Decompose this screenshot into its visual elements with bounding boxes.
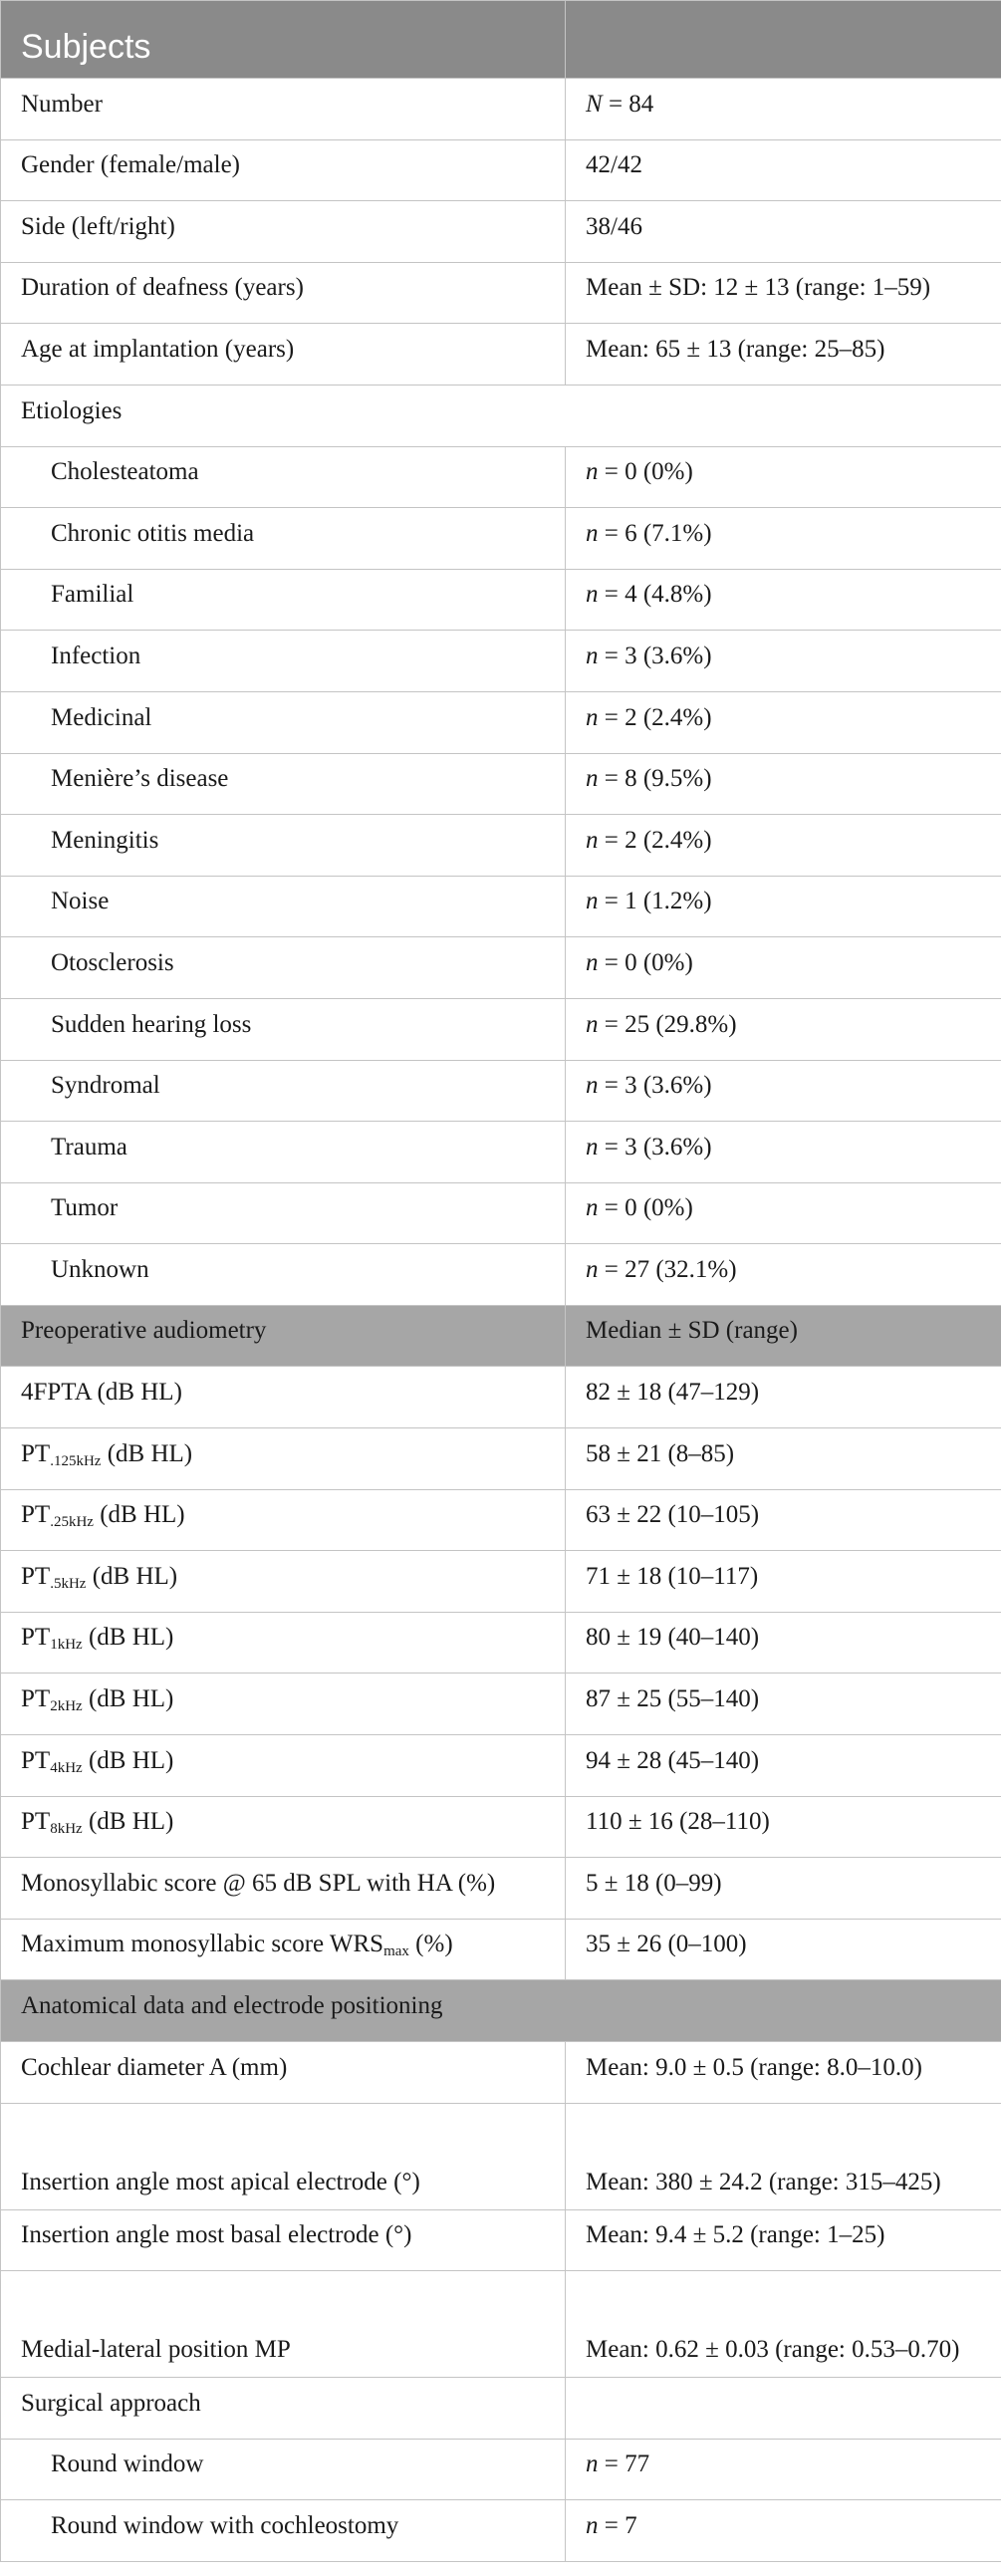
anatomy-section-row — [1, 1980, 1001, 2042]
row-value: 58 ± 21 (8–85) — [566, 1428, 1001, 1490]
n-symbol: n — [586, 703, 599, 731]
row-label: Round window — [1, 2439, 566, 2500]
row-value: 87 ± 25 (55–140) — [566, 1674, 1001, 1735]
table-row — [1, 139, 1001, 201]
value-text: = 0 (0%) — [598, 458, 693, 486]
row-value — [566, 1182, 1001, 1244]
row-label — [1, 1796, 566, 1858]
n-symbol: n — [586, 1072, 599, 1100]
row-label: Insertion angle most basal electrode (°) — [1, 2209, 566, 2271]
label-subscript: max — [383, 1943, 409, 1960]
row-value: Mean: 9.4 ± 5.2 (range: 1–25) — [566, 2209, 1001, 2271]
row-value: 35 ± 26 (0–100) — [566, 1919, 1001, 1980]
row-value: Mean: 380 ± 24.2 (range: 315–425) — [566, 2103, 1001, 2209]
row-value — [566, 446, 1001, 508]
label-prefix: PT — [21, 1624, 51, 1652]
row-label: Age at implantation (years) — [1, 324, 566, 386]
label-unit: (dB HL) — [93, 1501, 185, 1529]
etiologies-heading: Etiologies — [1, 385, 1001, 446]
row-value: Mean: 9.0 ± 0.5 (range: 8.0–10.0) — [566, 2042, 1001, 2104]
row-label: Infection — [1, 631, 566, 692]
n-symbol: n — [586, 2450, 599, 2478]
row-value — [566, 2378, 1001, 2440]
table-row — [1, 1919, 1001, 1980]
row-label: Cochlear diameter A (mm) — [1, 2042, 566, 2104]
etiology-row — [1, 1060, 1001, 1122]
table-row — [1, 324, 1001, 386]
n-symbol: n — [586, 1010, 599, 1038]
row-label — [1, 1612, 566, 1674]
row-label: 4FPTA (dB HL) — [1, 1367, 566, 1428]
label-prefix: PT — [21, 1501, 51, 1529]
label-unit: (dB HL) — [82, 1746, 174, 1774]
table-row — [1, 2271, 1001, 2378]
pure-tone-row — [1, 1551, 1001, 1613]
row-value — [566, 937, 1001, 999]
etiology-row — [1, 876, 1001, 937]
n-symbol: n — [586, 948, 599, 976]
label-subscript: 8kHz — [50, 1821, 83, 1838]
row-label: Gender (female/male) — [1, 139, 566, 201]
label-prefix: PT — [21, 1808, 51, 1836]
row-label: Unknown — [1, 1244, 566, 1306]
row-label: Tumor — [1, 1182, 566, 1244]
value-text: = 3 (3.6%) — [598, 1072, 712, 1100]
n-symbol: n — [586, 2511, 599, 2539]
table-row — [1, 2103, 1001, 2209]
label-unit: (dB HL) — [86, 1562, 178, 1590]
section-heading: Preoperative audiometry — [1, 1305, 566, 1367]
etiology-row — [1, 569, 1001, 631]
etiology-row — [1, 446, 1001, 508]
value-text: = 0 (0%) — [598, 1194, 693, 1222]
label-unit: (%) — [408, 1931, 453, 1958]
table-row — [1, 2439, 1001, 2500]
table-row — [1, 2042, 1001, 2104]
row-value: 63 ± 22 (10–105) — [566, 1489, 1001, 1551]
n-symbol: n — [586, 642, 599, 669]
row-value: 42/42 — [566, 139, 1001, 201]
n-symbol: n — [586, 581, 599, 609]
value-text: = 2 (2.4%) — [598, 826, 712, 854]
row-value: 94 ± 28 (45–140) — [566, 1735, 1001, 1797]
table-header-row — [1, 1, 1001, 79]
table-row — [1, 79, 1001, 140]
n-symbol: n — [586, 765, 599, 793]
n-symbol: n — [586, 519, 599, 547]
section-heading-value: Median ± SD (range) — [566, 1305, 1001, 1367]
row-value — [566, 2500, 1001, 2562]
table-row — [1, 2500, 1001, 2562]
row-value: Mean: 0.62 ± 0.03 (range: 0.53–0.70) — [566, 2271, 1001, 2378]
row-value — [566, 691, 1001, 753]
row-value: Mean: 65 ± 13 (range: 25–85) — [566, 324, 1001, 386]
row-label: Menière’s disease — [1, 753, 566, 815]
row-label: Syndromal — [1, 1060, 566, 1122]
row-value — [566, 998, 1001, 1060]
etiology-row — [1, 937, 1001, 999]
label-subscript: .5kHz — [50, 1575, 87, 1592]
row-label: Sudden hearing loss — [1, 998, 566, 1060]
row-value — [566, 508, 1001, 570]
row-value — [566, 79, 1001, 140]
n-symbol: n — [586, 826, 599, 854]
value-text: = 2 (2.4%) — [598, 703, 712, 731]
pure-tone-list — [1, 1428, 1001, 1858]
table-row — [1, 2378, 1001, 2440]
etiology-row — [1, 1244, 1001, 1306]
pure-tone-row — [1, 1489, 1001, 1551]
label-prefix: PT — [21, 1562, 51, 1590]
table-row — [1, 1858, 1001, 1920]
value-text: = 6 (7.1%) — [598, 519, 712, 547]
value-text: = 27 (32.1%) — [598, 1255, 737, 1283]
table-row — [1, 262, 1001, 324]
label-prefix: PT — [21, 1746, 51, 1774]
row-label — [1, 1428, 566, 1490]
audiometry-section-row — [1, 1305, 1001, 1367]
pure-tone-row — [1, 1428, 1001, 1490]
n-symbol: n — [586, 1194, 599, 1222]
value-text: = 7 — [598, 2511, 637, 2539]
table-row — [1, 1367, 1001, 1428]
label-subscript: 1kHz — [50, 1637, 83, 1654]
row-value: 5 ± 18 (0–99) — [566, 1858, 1001, 1920]
pure-tone-row — [1, 1674, 1001, 1735]
etiology-list — [1, 446, 1001, 1305]
table-title-empty — [566, 1, 1001, 79]
row-value: 110 ± 16 (28–110) — [566, 1796, 1001, 1858]
row-label: Noise — [1, 876, 566, 937]
row-value — [566, 1060, 1001, 1122]
n-symbol: n — [586, 1133, 599, 1160]
row-label: Monosyllabic score @ 65 dB SPL with HA (%) — [1, 1858, 566, 1920]
value-text: = 25 (29.8%) — [598, 1010, 737, 1038]
table-row — [1, 2209, 1001, 2271]
etiology-row — [1, 631, 1001, 692]
row-label: Otosclerosis — [1, 937, 566, 999]
row-value — [566, 631, 1001, 692]
label-subscript: .25kHz — [50, 1514, 94, 1531]
row-value — [566, 815, 1001, 877]
row-label: Cholesteatoma — [1, 446, 566, 508]
row-label: Round window with cochleostomy — [1, 2500, 566, 2562]
row-value: 82 ± 18 (47–129) — [566, 1367, 1001, 1428]
row-value — [566, 569, 1001, 631]
n-symbol: n — [586, 888, 599, 915]
row-label: Medial-lateral position MP — [1, 2271, 566, 2378]
label-subscript: .125kHz — [50, 1452, 102, 1469]
etiology-row — [1, 753, 1001, 815]
value-text: = 1 (1.2%) — [598, 888, 712, 915]
row-label — [1, 1919, 566, 1980]
value-text: = 84 — [602, 90, 654, 118]
etiology-row — [1, 998, 1001, 1060]
value-text: = 77 — [598, 2450, 650, 2478]
value-text: = 4 (4.8%) — [598, 581, 712, 609]
value-text: = 3 (3.6%) — [598, 1133, 712, 1160]
row-label — [1, 1735, 566, 1797]
row-label — [1, 1489, 566, 1551]
row-value — [566, 1244, 1001, 1306]
row-value — [566, 753, 1001, 815]
row-label — [1, 1674, 566, 1735]
row-label: Chronic otitis media — [1, 508, 566, 570]
etiology-row — [1, 815, 1001, 877]
etiology-row — [1, 1122, 1001, 1183]
row-label: Surgical approach — [1, 2378, 566, 2440]
label-subscript: 4kHz — [50, 1759, 83, 1776]
value-text: = 8 (9.5%) — [598, 765, 712, 793]
row-value — [566, 2439, 1001, 2500]
row-value: 71 ± 18 (10–117) — [566, 1551, 1001, 1613]
etiology-row — [1, 508, 1001, 570]
row-value — [566, 876, 1001, 937]
n-symbol: n — [586, 458, 599, 486]
pure-tone-row — [1, 1735, 1001, 1797]
row-label: Side (left/right) — [1, 201, 566, 263]
row-label: Duration of deafness (years) — [1, 262, 566, 324]
row-label: Familial — [1, 569, 566, 631]
etiologies-heading-row — [1, 385, 1001, 446]
row-label: Meningitis — [1, 815, 566, 877]
pure-tone-row — [1, 1612, 1001, 1674]
value-text: = 0 (0%) — [598, 948, 693, 976]
label-unit: (dB HL) — [82, 1685, 174, 1713]
label-prefix: PT — [21, 1439, 51, 1467]
label-prefix: PT — [21, 1685, 51, 1713]
row-value — [566, 1122, 1001, 1183]
label-unit: (dB HL) — [82, 1808, 174, 1836]
etiology-row — [1, 691, 1001, 753]
label-unit: (dB HL) — [101, 1439, 193, 1467]
table-title: Subjects — [1, 1, 566, 79]
label-unit: (dB HL) — [82, 1624, 174, 1652]
row-value: 80 ± 19 (40–140) — [566, 1612, 1001, 1674]
row-value: Mean ± SD: 12 ± 13 (range: 1–59) — [566, 262, 1001, 324]
n-symbol: n — [586, 1255, 599, 1283]
row-label: Number — [1, 79, 566, 140]
table-row — [1, 201, 1001, 263]
row-label: Insertion angle most apical electrode (°) — [1, 2103, 566, 2209]
etiology-row — [1, 1182, 1001, 1244]
label-text: Maximum monosyllabic score WRS — [21, 1931, 384, 1958]
row-label: Trauma — [1, 1122, 566, 1183]
pure-tone-row — [1, 1796, 1001, 1858]
label-subscript: 2kHz — [50, 1698, 83, 1715]
n-symbol: N — [586, 90, 603, 118]
value-text: = 3 (3.6%) — [598, 642, 712, 669]
row-label — [1, 1551, 566, 1613]
row-label: Medicinal — [1, 691, 566, 753]
row-value: 38/46 — [566, 201, 1001, 263]
section-heading: Anatomical data and electrode positioning — [1, 1980, 1001, 2042]
